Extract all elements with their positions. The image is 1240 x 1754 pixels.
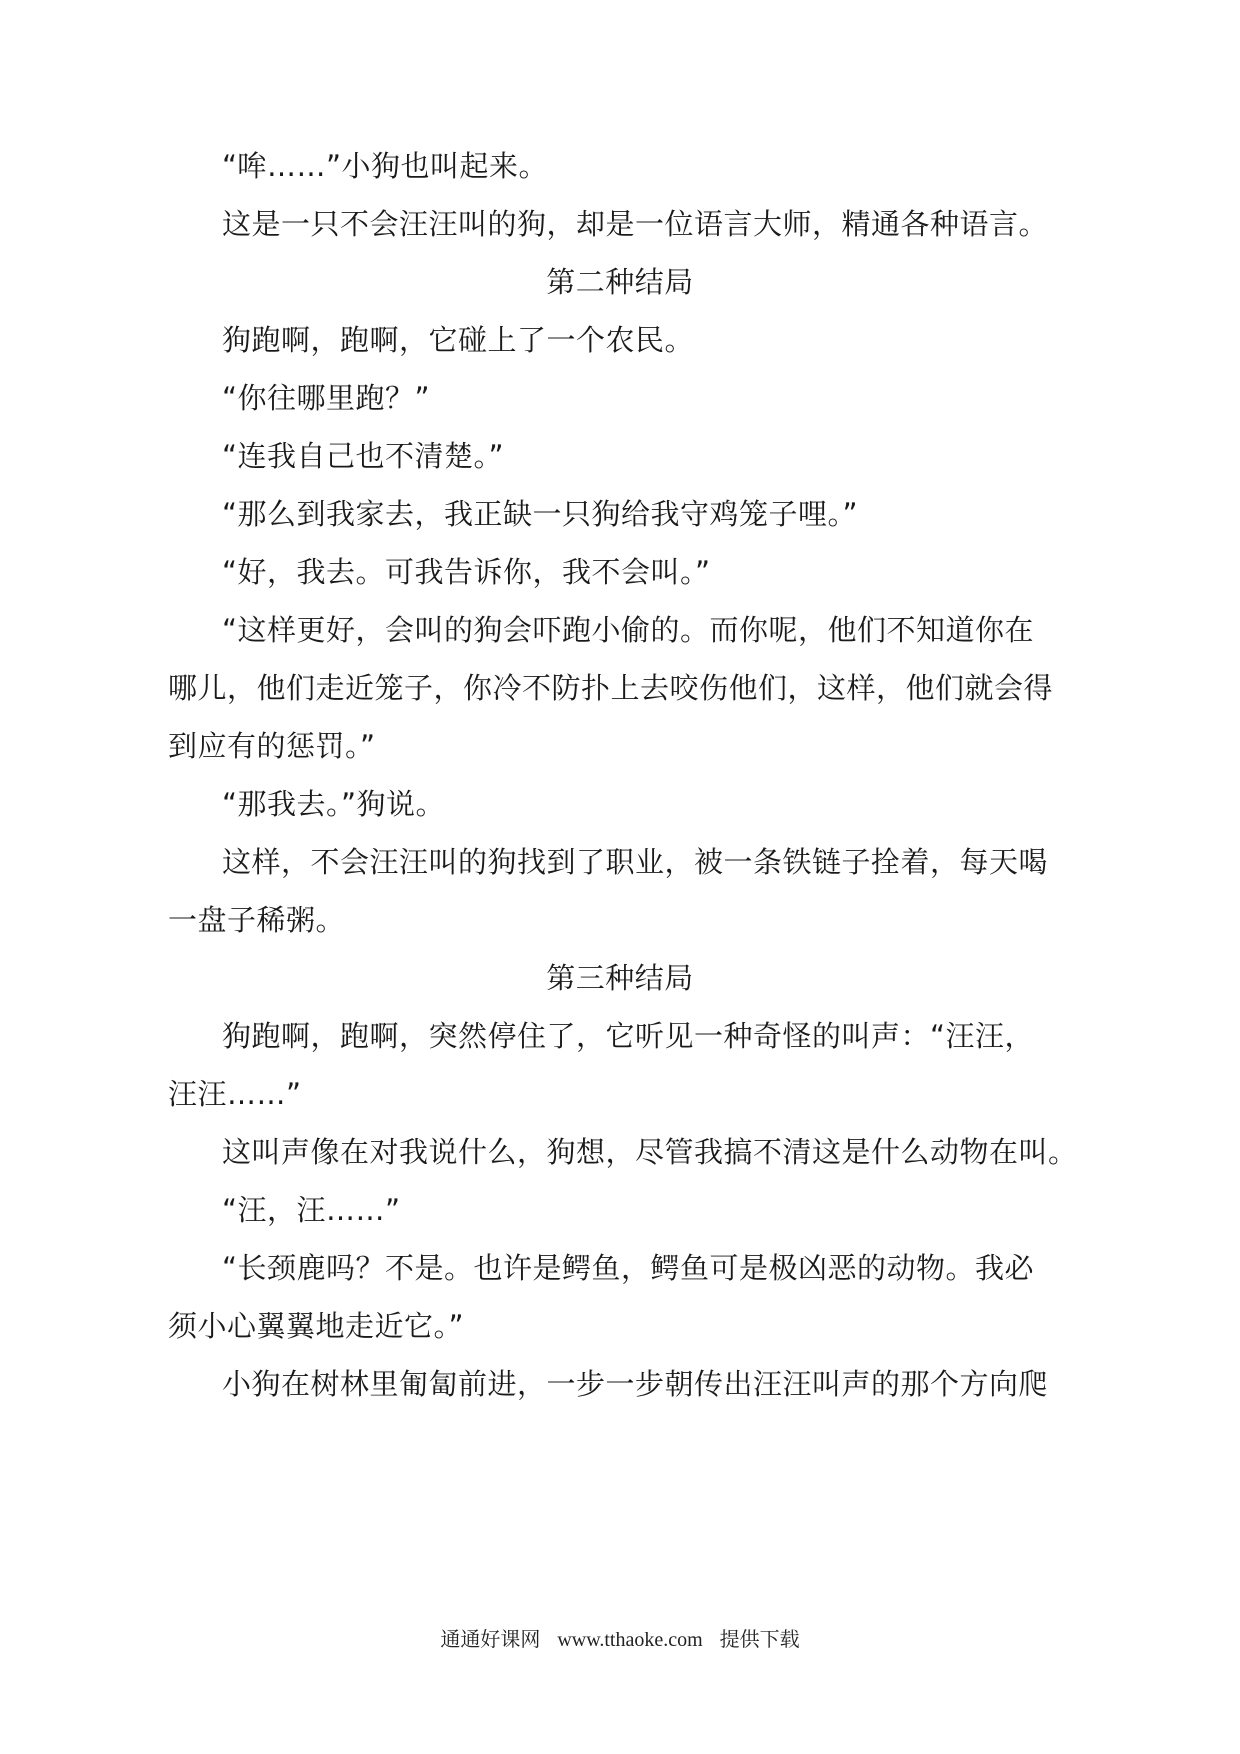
- paragraph-line: 哪儿，他们走近笼子，你冷不防扑上去咬伤他们，这样，他们就会得: [168, 671, 1054, 705]
- paragraph-line: “连我自己也不清楚。”: [222, 439, 505, 473]
- paragraph-line: 这是一只不会汪汪叫的狗，却是一位语言大师，精通各种语言。: [222, 207, 1049, 241]
- paragraph-line: “汪，汪……”: [222, 1193, 401, 1227]
- footer-url[interactable]: www.tthaoke.com: [557, 1629, 703, 1651]
- section-heading: 第二种结局: [546, 265, 694, 299]
- paragraph-line: 须小心翼翼地走近它。”: [168, 1309, 465, 1343]
- paragraph-line: 汪汪……”: [168, 1077, 302, 1111]
- footer-note: 提供下载: [719, 1629, 800, 1651]
- paragraph-line: “哞……”小狗也叫起来。: [222, 149, 549, 183]
- paragraph-line: “好，我去。可我告诉你，我不会叫。”: [222, 555, 711, 589]
- page-footer: [0, 1626, 1240, 1654]
- paragraph-line: 这样，不会汪汪叫的狗找到了职业，被一条铁链子拴着，每天喝: [222, 845, 1049, 879]
- paragraph-line: 到应有的惩罚。”: [168, 729, 376, 763]
- paragraph-line: “你往哪里跑？”: [222, 381, 431, 415]
- footer-site-name: 通通好课网: [440, 1629, 541, 1651]
- paragraph-line: 这叫声像在对我说什么，狗想，尽管我搞不清这是什么动物在叫。: [222, 1135, 1078, 1169]
- paragraph-line: 小狗在树林里匍匐前进，一步一步朝传出汪汪叫声的那个方向爬: [222, 1367, 1049, 1401]
- paragraph-line: “长颈鹿吗？不是。也许是鳄鱼，鳄鱼可是极凶恶的动物。我必: [222, 1251, 1035, 1285]
- paragraph-line: 狗跑啊，跑啊，突然停住了，它听见一种奇怪的叫声：“汪汪，: [222, 1019, 1035, 1053]
- paragraph-line: 狗跑啊，跑啊，它碰上了一个农民。: [222, 323, 695, 357]
- section-heading: 第三种结局: [546, 961, 694, 995]
- paragraph-line: 一盘子稀粥。: [168, 903, 346, 937]
- paragraph-line: “那么到我家去，我正缺一只狗给我守鸡笼子哩。”: [222, 497, 859, 531]
- paragraph-line: “这样更好，会叫的狗会吓跑小偷的。而你呢，他们不知道你在: [222, 613, 1035, 647]
- paragraph-line: “那我去。”狗说。: [222, 787, 446, 821]
